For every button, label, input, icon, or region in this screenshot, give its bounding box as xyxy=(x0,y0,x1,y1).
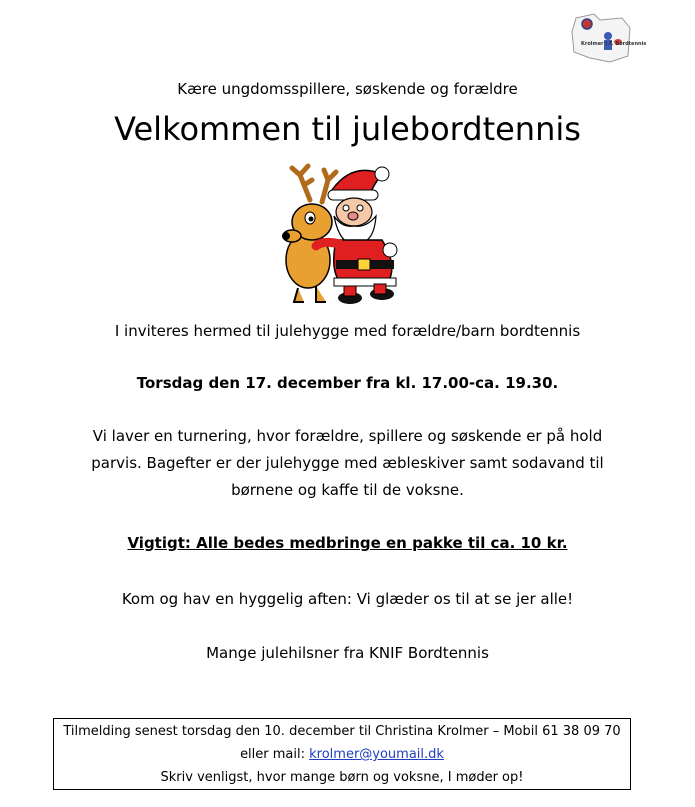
closing-text: Kom og hav en hyggelig aften: Vi glæder os til at se jer alle! xyxy=(121,590,574,608)
registration-line: Tilmelding senest torsdag den 10. december til Christina Krolmer – Mobil 61 38 09 70 xyxy=(63,724,621,739)
description-line: parvis. Bagefter er der julehygge med æbleskiver samt sodavand til xyxy=(91,454,604,472)
mail-prefix: eller mail: xyxy=(240,747,310,762)
registration-box xyxy=(53,718,631,790)
registration-mail-line xyxy=(54,743,630,766)
signature: Mange julehilsner fra KNIF Bordtennis xyxy=(206,644,489,662)
email-link[interactable]: krolmer@youmail.dk xyxy=(309,747,444,762)
description-line: Vi laver en turnering, hvor forældre, spillere og søskende er på hold xyxy=(92,427,603,445)
club-logo-icon xyxy=(570,12,634,64)
club-logo xyxy=(570,12,647,64)
description-line: børnene og kaffe til de voksne. xyxy=(231,481,464,499)
page-title: Velkommen til julebordtennis xyxy=(114,110,581,148)
logo-text: Krolmer I.F. Bordtennis xyxy=(581,41,647,47)
registration-note: Skriv venligst, hvor mange børn og voksne, I møder op! xyxy=(160,770,524,785)
event-date: Torsdag den 17. december fra kl. 17.00-ca. 19.30. xyxy=(136,374,559,392)
important-note: Vigtigt: Alle bedes medbringe en pakke til ca. 10 kr. xyxy=(127,534,568,552)
reindeer-santa-icon xyxy=(270,160,420,310)
reindeer-santa-illustration xyxy=(270,160,420,310)
invitation-text: I inviteres hermed til julehygge med forældre/barn bordtennis xyxy=(114,322,581,340)
greeting: Kære ungdomsspillere, søskende og forældre xyxy=(177,80,518,98)
event-description xyxy=(0,423,695,504)
